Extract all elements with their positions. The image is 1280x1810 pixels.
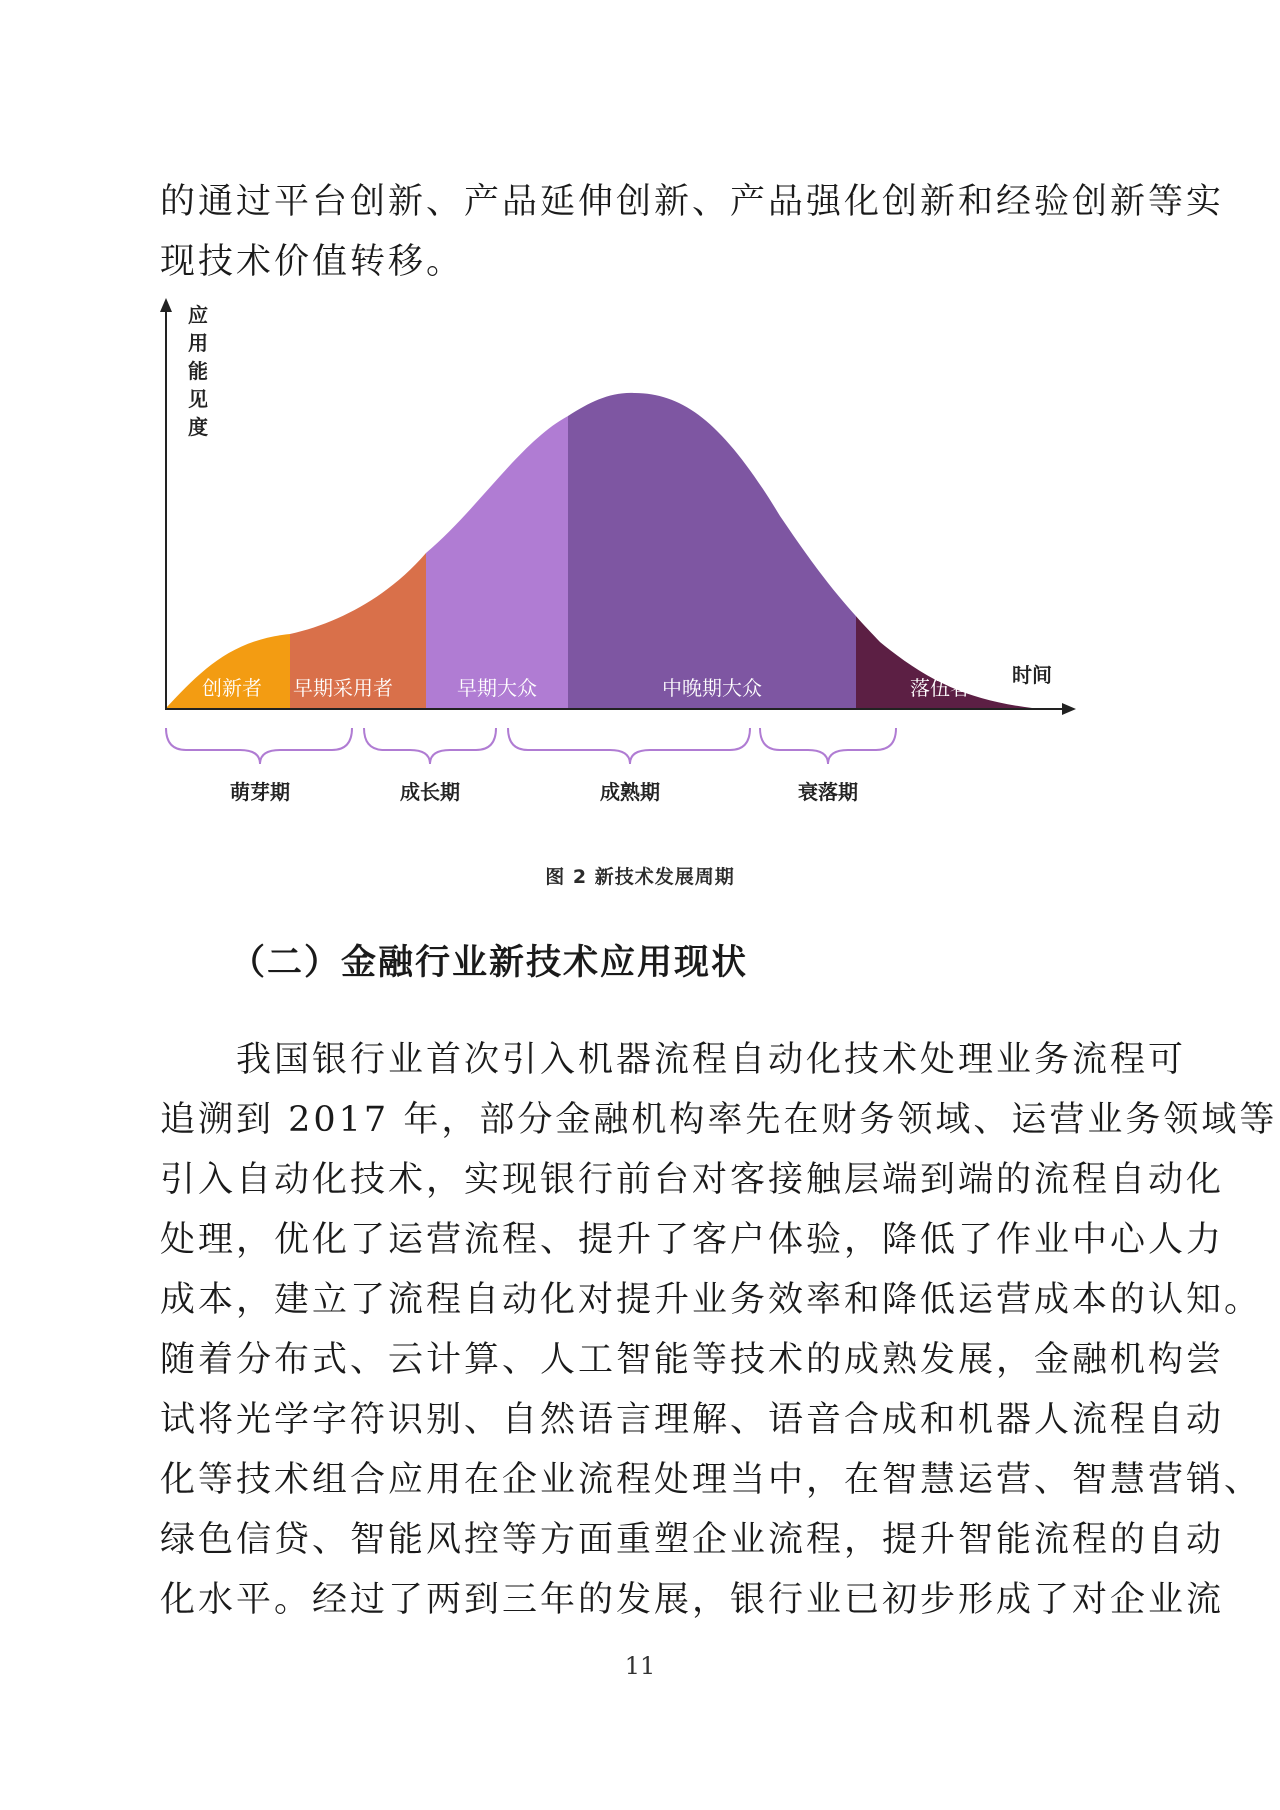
segment-label-early-adopters: 早期采用者 [293,676,393,700]
y-axis-arrow-icon [160,298,172,312]
paragraph-line: 我国银行业首次引入机器流程自动化技术处理业务流程可 [160,1040,1187,1080]
page-number: 11 [624,1652,656,1680]
phase-label-decline: 衰落期 [798,780,858,804]
paragraph-line: 现技术价值转移。 [160,242,465,282]
top-paragraph [160,172,1225,292]
segment-label-early-majority: 早期大众 [457,676,537,700]
y-axis-label-char: 度 [188,415,208,439]
x-axis-label: 时间 [1012,663,1052,687]
segment-early-majority-area [426,370,568,710]
phase-label-sprouting: 萌芽期 [230,780,290,804]
brace-sprouting [166,728,352,764]
brace-growth [364,728,496,764]
paragraph-line: 试将光学字符识别、自然语言理解、语音合成和机器人流程自动 [160,1400,1225,1440]
y-axis-label-char: 用 [188,331,208,355]
paragraph-line: 追溯到 2017 年，部分金融机构率先在财务领域、运营业务领域等 [160,1100,1278,1140]
y-axis-label-char: 见 [188,387,208,411]
paragraph-line: 成本，建立了流程自动化对提升业务效率和降低运营成本的认知。 [160,1280,1263,1320]
figure-caption: 图 2 新技术发展周期 [545,866,735,888]
brace-decline [760,728,896,764]
segment-innovators-area [160,370,290,710]
segment-label-laggards: 落伍者 [910,676,970,700]
lifecycle-diagram [140,290,1110,830]
segment-early-adopters-area [290,370,426,710]
phase-label-maturity: 成熟期 [600,780,660,804]
paragraph-line: 处理，优化了运营流程、提升了客户体验，降低了作业中心人力 [160,1220,1225,1260]
section-heading: （二）金融行业新技术应用现状 [230,943,749,983]
paragraph-line: 随着分布式、云计算、人工智能等技术的成熟发展，金融机构尝 [160,1340,1225,1380]
paragraph-line: 化等技术组合应用在企业流程处理当中，在智慧运营、智慧营销、 [160,1460,1263,1500]
body-paragraph [160,1030,1278,1630]
paragraph-line: 化水平。经过了两到三年的发展，银行业已初步形成了对企业流 [160,1580,1225,1620]
segment-label-innovators: 创新者 [202,676,262,700]
x-axis-arrow-icon [1062,703,1076,715]
paragraph-line: 的通过平台创新、产品延伸创新、产品强化创新和经验创新等实 [160,182,1225,222]
paragraph-line: 引入自动化技术，实现银行前台对客接触层端到端的流程自动化 [160,1160,1225,1200]
y-axis-label-char: 应 [188,303,208,327]
segment-late-majority-area [568,370,856,710]
paragraph-line: 绿色信贷、智能风控等方面重塑企业流程，提升智能流程的自动 [160,1520,1225,1560]
brace-maturity [508,728,750,764]
segment-label-late-majority: 中晚期大众 [662,676,762,700]
phase-label-growth: 成长期 [400,780,460,804]
y-axis-label-char: 能 [188,359,208,383]
segment-laggards-area [856,370,1046,710]
technology-lifecycle-figure [140,290,1110,830]
